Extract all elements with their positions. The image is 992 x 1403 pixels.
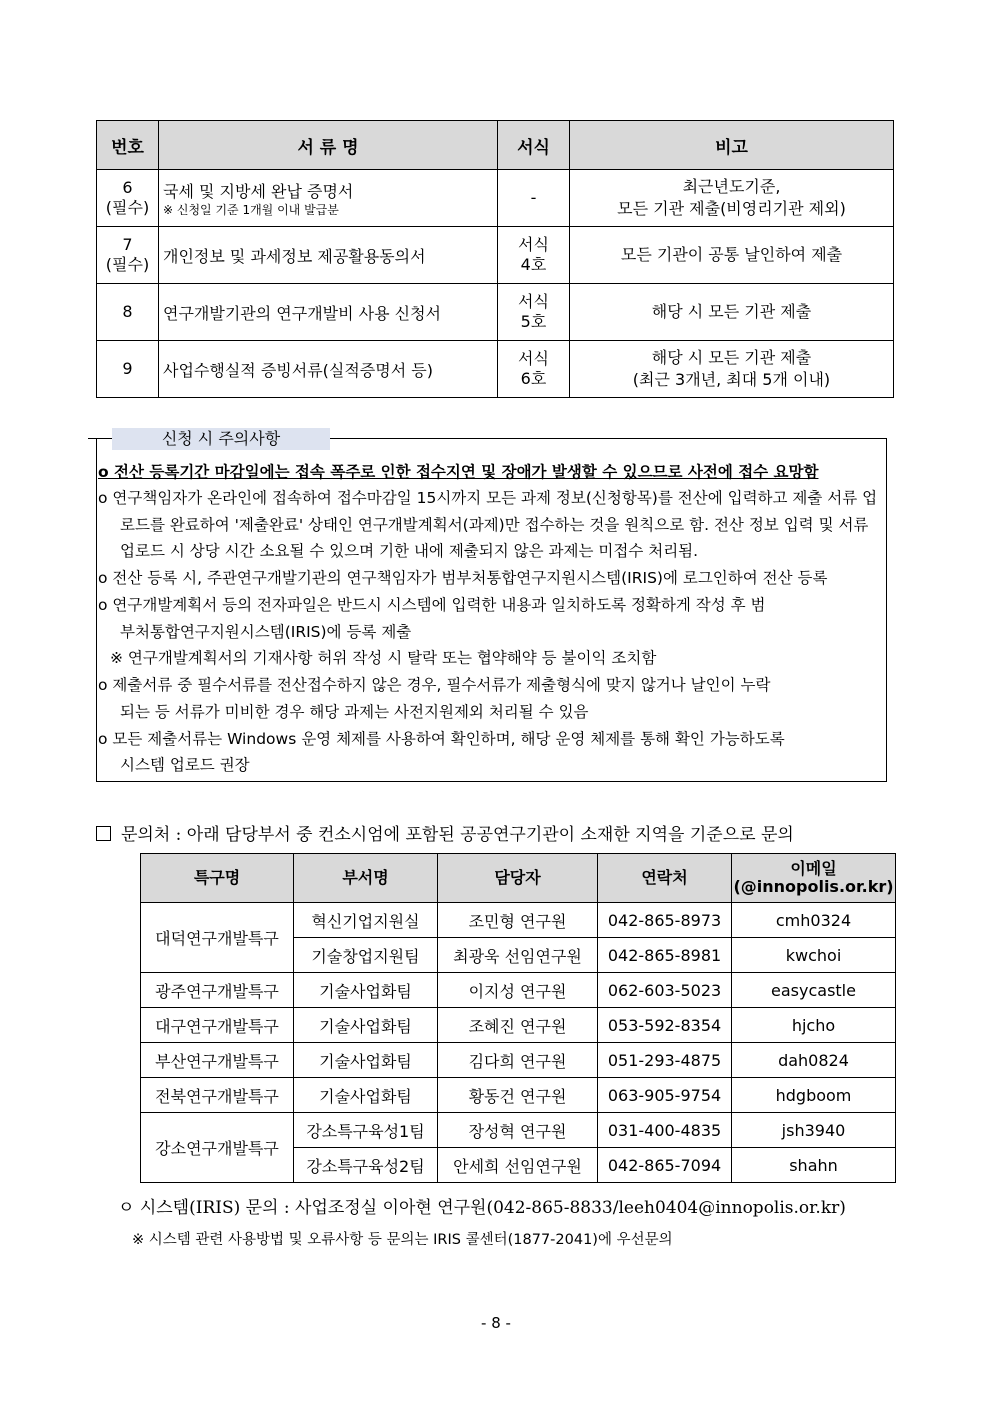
table-row: [141, 1043, 896, 1078]
col-dept-header: 부서명: [294, 854, 438, 903]
person-cell: 이지성 연구원: [438, 973, 598, 1008]
notice-box-border: [88, 438, 112, 439]
zone-cell: 광주연구개발특구: [141, 973, 294, 1008]
zone-cell: 강소연구개발특구: [141, 1113, 294, 1183]
table-header-row: [97, 121, 894, 170]
system-note: ※ 시스템 관련 사용방법 및 오류사항 등 문의는 IRIS 콜센터(1877-2041)에 우선문의: [132, 1232, 673, 1248]
email-cell: hjcho: [732, 1008, 896, 1043]
notice-line: ※ 연구개발계획서의 기재사항 허위 작성 시 탈락 또는 협약해약 등 불이익 조치함: [110, 649, 657, 667]
email-cell: easycastle: [732, 973, 896, 1008]
system-contact: ㅇ 시스템(IRIS) 문의 : 사업조정실 이아현 연구원(042-865-8833/leeh0404@innopolis.or.kr): [118, 1198, 846, 1218]
person-cell: 조민형 연구원: [438, 903, 598, 938]
notice-line: 부처통합연구지원시스템(IRIS)에 등록 제출: [120, 623, 412, 641]
person-cell: 안세희 선임연구원: [438, 1148, 598, 1183]
contacts-table: [140, 853, 896, 1183]
table-header-row: [141, 854, 896, 903]
notice-title: 신청 시 주의사항: [112, 428, 330, 450]
zone-cell: 부산연구개발특구: [141, 1043, 294, 1078]
row-number: 8: [97, 284, 159, 341]
phone-cell: 063-905-9754: [598, 1078, 732, 1113]
contacts-heading: [96, 820, 794, 845]
table-row: [97, 170, 894, 227]
note-cell: 해당 시 모든 기관 제출 (최근 3개년, 최대 5개 이내): [570, 341, 894, 398]
person-cell: 최광욱 선임연구원: [438, 938, 598, 973]
dept-cell: 기술사업화팀: [294, 1008, 438, 1043]
dept-cell: 기술사업화팀: [294, 1078, 438, 1113]
document-name: 연구개발기관의 연구개발비 사용 신청서: [159, 284, 498, 341]
dept-cell: 기술사업화팀: [294, 973, 438, 1008]
row-number: 6 (필수): [97, 170, 159, 227]
notice-line: o 전산 등록 시, 주관연구개발기관의 연구책임자가 범부처통합연구지원시스템(IRIS)에 로그인하여 전산 등록: [98, 569, 828, 587]
zone-cell: 전북연구개발특구: [141, 1078, 294, 1113]
table-row: [97, 341, 894, 398]
email-cell: jsh3940: [732, 1113, 896, 1148]
row-number: 7 (필수): [97, 227, 159, 284]
notice-line: o 전산 등록기간 마감일에는 접속 폭주로 인한 접수지연 및 장애가 발생할 수 있으므로 사전에 접수 요망함: [98, 463, 819, 481]
col-email-header: 이메일 (@innopolis.or.kr): [732, 854, 896, 903]
format-cell: 서식 5호: [498, 284, 570, 341]
notice-line: o 연구개발계획서 등의 전자파일은 반드시 시스템에 입력한 내용과 일치하도록 정확하게 작성 후 범: [98, 596, 766, 614]
col-note-header: 비고: [570, 121, 894, 170]
col-format-header: 서식: [498, 121, 570, 170]
person-cell: 황동건 연구원: [438, 1078, 598, 1113]
table-row: [141, 903, 896, 938]
person-cell: 조혜진 연구원: [438, 1008, 598, 1043]
format-cell: -: [498, 170, 570, 227]
notice-line: o 모든 제출서류는 Windows 운영 체제를 사용하여 확인하며, 해당 운영 체제를 통해 확인 가능하도록: [98, 730, 785, 748]
table-row: [141, 1078, 896, 1113]
notice-line: 되는 등 서류가 미비한 경우 해당 과제는 사전지원제외 처리될 수 있음: [120, 703, 589, 721]
notice-line: 로드를 완료하여 '제출완료' 상태인 연구개발계획서(과제)만 접수하는 것을 원칙으로 함. 전산 정보 입력 및 서류: [120, 516, 869, 534]
phone-cell: 042-865-8973: [598, 903, 732, 938]
zone-cell: 대구연구개발특구: [141, 1008, 294, 1043]
format-cell: 서식 6호: [498, 341, 570, 398]
note-cell: 모든 기관이 공통 날인하여 제출: [570, 227, 894, 284]
notice-line: 시스템 업로드 권장: [120, 756, 250, 774]
phone-cell: 042-865-8981: [598, 938, 732, 973]
email-cell: shahn: [732, 1148, 896, 1183]
dept-cell: 강소특구육성1팀: [294, 1113, 438, 1148]
phone-cell: 051-293-4875: [598, 1043, 732, 1078]
table-row: [141, 973, 896, 1008]
notice-line: o 제출서류 중 필수서류를 전산접수하지 않은 경우, 필수서류가 제출형식에 맞지 않거나 날인이 누락: [98, 676, 771, 694]
phone-cell: 053-592-8354: [598, 1008, 732, 1043]
document-name: 국세 및 지방세 완납 증명서 ※ 신청일 기준 1개월 이내 발급분: [159, 170, 498, 227]
dept-cell: 혁신기업지원실: [294, 903, 438, 938]
format-cell: 서식 4호: [498, 227, 570, 284]
email-cell: dah0824: [732, 1043, 896, 1078]
note-cell: 최근년도기준, 모든 기관 제출(비영리기관 제외): [570, 170, 894, 227]
table-row: [141, 1113, 896, 1148]
col-person-header: 담당자: [438, 854, 598, 903]
table-row: [97, 284, 894, 341]
person-cell: 장성혁 연구원: [438, 1113, 598, 1148]
document-name: 개인정보 및 과세정보 제공활용동의서: [159, 227, 498, 284]
col-number-header: 번호: [97, 121, 159, 170]
dept-cell: 기술사업화팀: [294, 1043, 438, 1078]
notice-line: 업로드 시 상당 시간 소요될 수 있으며 기한 내에 제출되지 않은 과제는 미접수 처리됨.: [120, 542, 699, 560]
dept-cell: 기술창업지원팀: [294, 938, 438, 973]
col-zone-header: 특구명: [141, 854, 294, 903]
page-number: - 8 -: [481, 1314, 511, 1332]
document-name: 사업수행실적 증빙서류(실적증명서 등): [159, 341, 498, 398]
person-cell: 김다희 연구원: [438, 1043, 598, 1078]
dept-cell: 강소특구육성2팀: [294, 1148, 438, 1183]
phone-cell: 062-603-5023: [598, 973, 732, 1008]
row-number: 9: [97, 341, 159, 398]
notice-line: o 연구책임자가 온라인에 접속하여 접수마감일 15시까지 모든 과제 정보(신청항목)를 전산에 입력하고 제출 서류 업: [98, 489, 878, 507]
col-docname-header: 서 류 명: [159, 121, 498, 170]
zone-cell: 대덕연구개발특구: [141, 903, 294, 973]
email-cell: kwchoi: [732, 938, 896, 973]
email-cell: hdgboom: [732, 1078, 896, 1113]
col-phone-header: 연락처: [598, 854, 732, 903]
table-row: [141, 1008, 896, 1043]
phone-cell: 031-400-4835: [598, 1113, 732, 1148]
documents-table: [96, 120, 894, 398]
phone-cell: 042-865-7094: [598, 1148, 732, 1183]
checkbox-icon: [96, 826, 111, 841]
contacts-heading-text: 문의처 : 아래 담당부서 중 컨소시엄에 포함된 공공연구기관이 소재한 지역을 기준으로 문의: [121, 825, 794, 845]
note-cell: 해당 시 모든 기관 제출: [570, 284, 894, 341]
email-cell: cmh0324: [732, 903, 896, 938]
table-row: [97, 227, 894, 284]
